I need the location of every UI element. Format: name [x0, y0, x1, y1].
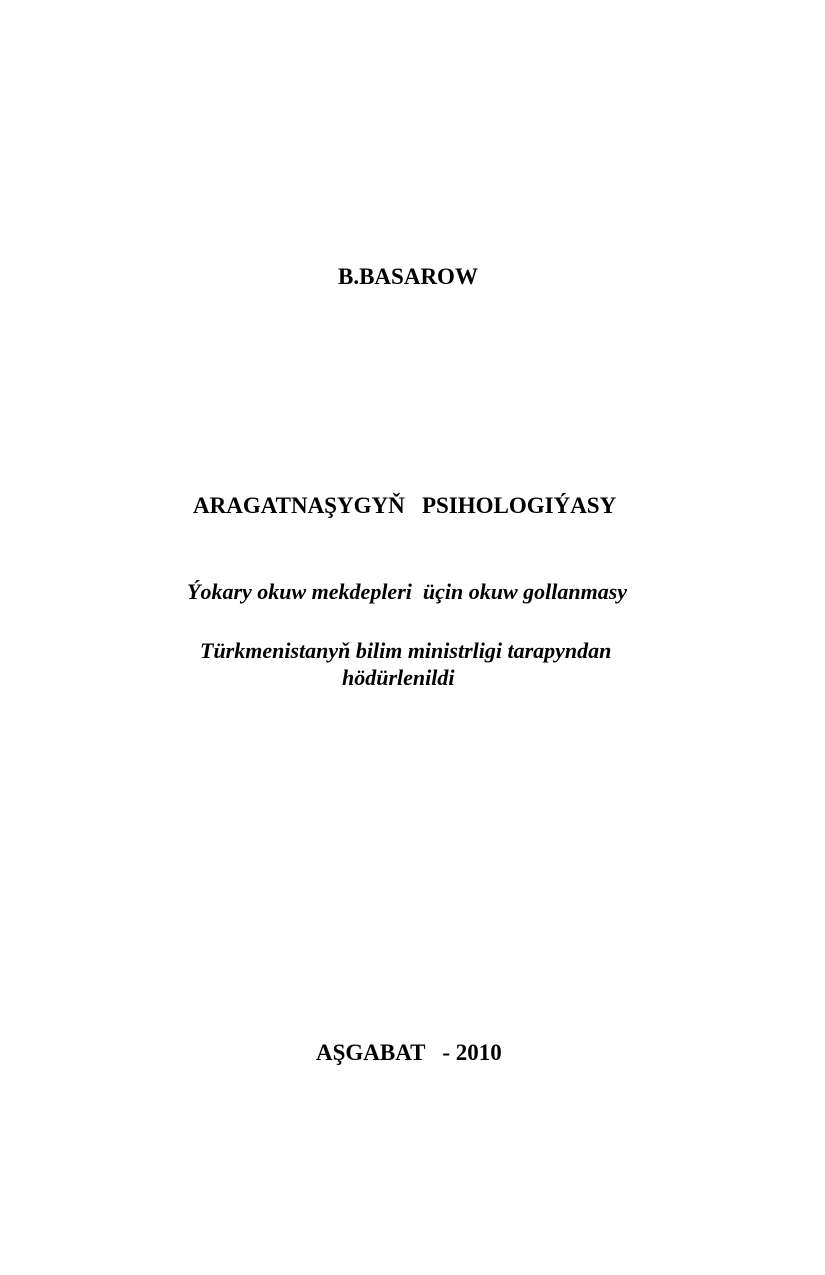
- approval-note-line-2: hödürlenildi: [342, 665, 455, 690]
- place-and-year: AŞGABAT - 2010: [316, 1040, 502, 1065]
- book-subtitle: Ýokary okuw mekdepleri üçin okuw gollanmasy: [187, 579, 628, 604]
- author-name: B.BASAROW: [338, 264, 478, 289]
- approval-note-line-1: Türkmenistanyň bilim ministrligi tarapyndan: [200, 638, 612, 663]
- book-title: ARAGATNAŞYGYŇ PSIHOLOGIÝASY: [193, 493, 617, 518]
